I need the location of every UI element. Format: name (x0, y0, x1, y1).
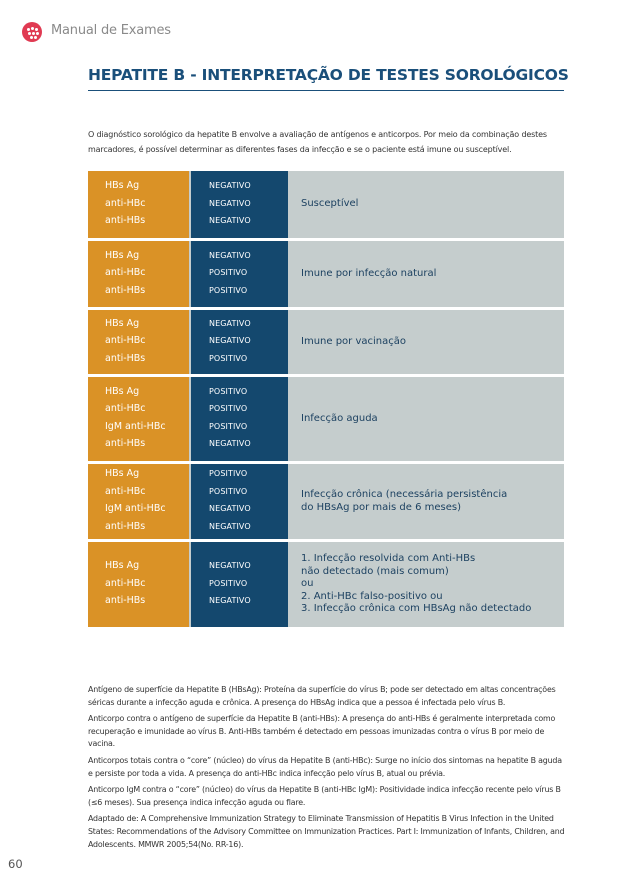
marker-label: anti-HBs (105, 352, 146, 364)
marker-label: anti-HBs (105, 520, 146, 532)
interpretation-line: não detectado (mais comum) (301, 565, 449, 577)
result-value: NEGATIVO (209, 318, 251, 328)
marker-label: anti-HBc (105, 267, 146, 278)
result-value: NEGATIVO (209, 439, 251, 449)
marker-label: HBs Ag (105, 317, 140, 329)
table-row (88, 241, 564, 307)
marker-label: anti-HBc (105, 335, 146, 346)
header-title: Manual de Exames (51, 23, 171, 38)
interpretation-text (301, 413, 378, 426)
marker-label: anti-HBs (105, 438, 146, 450)
marker-label: IgM anti-HBc (105, 420, 166, 432)
interpretation-line: 3. Infecção crônica com HBsAg não detectado (301, 603, 532, 615)
intro-paragraph: O diagnóstico sorológico da hepatite B envolve a avaliação de antígenos e anticorpos. Por meio da combinação destes marcadores, é possível determinar as diferentes fases da infecção e se o paciente está imune ou susceptível. (88, 130, 547, 154)
result-value: NEGATIVO (209, 198, 251, 208)
interpretation-line: Infecção crônica (necessária persistência (301, 489, 508, 500)
footnotes (88, 684, 566, 855)
marker-label: IgM anti-HBc (105, 503, 166, 515)
page-number: 60 (8, 857, 23, 871)
marker-label: anti-HBs (105, 595, 146, 606)
interpretation-text (301, 489, 507, 514)
result-value: NEGATIVO (209, 181, 251, 190)
result-value: POSITIVO (209, 268, 248, 277)
result-value: POSITIVO (209, 404, 248, 414)
result-value: NEGATIVO (209, 504, 251, 514)
interpretation-text (301, 198, 358, 211)
result-value: NEGATIVO (209, 521, 251, 531)
marker-label: anti-HBc (105, 197, 146, 209)
marker-label: HBs Ag (105, 385, 140, 397)
result-value: NEGATIVO (209, 216, 251, 225)
result-value: NEGATIVO (209, 250, 251, 260)
interpretation-line: Susceptível (301, 198, 359, 210)
marker-label: HBs Ag (105, 468, 140, 480)
result-value: POSITIVO (209, 285, 248, 295)
marker-label: HBs Ag (105, 180, 140, 191)
interpretation-line: Imune por vacinação (301, 335, 406, 347)
title-divider (88, 90, 564, 91)
result-value: POSITIVO (209, 486, 248, 496)
interpretation-line: ou (301, 578, 314, 590)
result-value: POSITIVO (209, 469, 248, 479)
result-value: POSITIVO (209, 386, 248, 396)
marker-label: anti-HBc (105, 577, 146, 589)
interpretation-line: 1. Infecção resolvida com Anti-HBs (301, 553, 476, 565)
table-row (88, 464, 564, 539)
result-value: POSITIVO (209, 353, 248, 363)
table-row (88, 310, 564, 374)
brand-logo-icon (22, 22, 42, 42)
interpretation-line: do HBsAg por mais de 6 meses) (301, 501, 461, 513)
marker-label: HBs Ag (105, 249, 140, 261)
marker-label: HBs Ag (105, 560, 140, 571)
footnote: Adaptado de: A Comprehensive Immunization Strategy to Eliminate Transmission of Hepatitis B Virus Infection in the United States: Recommendations of the Advisory Committee on Immunization Practices. Part I: Immunization of Infants, Children, and Adolescents. MMWR 2005;54(No. RR-16). (88, 814, 565, 849)
result-value: NEGATIVO (209, 336, 251, 345)
serology-table (88, 171, 564, 627)
marker-label: anti-HBs (105, 215, 146, 226)
interpretation-text (301, 336, 406, 349)
marker-label: anti-HBc (105, 485, 146, 497)
footnote: Anticorpo contra o antígeno de superfície da Hepatite B (anti-HBs): A presença do anti-HBs é geralmente interpretada como recuperação e imunidade ao vírus B. Anti-HBs também é detectado em pessoas imunizadas contra o vírus B por meio de vacina. (88, 714, 556, 749)
table-row (88, 377, 564, 461)
interpretation-line: Infecção aguda (301, 412, 378, 424)
table-row (88, 171, 564, 238)
footnote: Anticorpo IgM contra o “core” (núcleo) do vírus da Hepatite B (anti-HBc IgM): Positividade indica infecção recente pelo vírus B (≤6 meses). Sua presença indica infecção aguda ou flare. (88, 785, 561, 807)
interpretation-line: Imune por infecção natural (301, 267, 437, 279)
interpretation-text (301, 553, 531, 616)
marker-label: anti-HBs (105, 284, 146, 296)
footnote: Antígeno de superfície da Hepatite B (HBsAg): Proteína da superfície do vírus B; pode ser detectado em altas concentrações séricas durante a infecção aguda e crônica. A presença do HBsAg indica que a pessoa é infectada pelo vírus B. (88, 685, 556, 707)
page-title: HEPATITE B - INTERPRETAÇÃO DE TESTES SOROLÓGICOS (88, 66, 569, 84)
interpretation-text (301, 268, 436, 281)
table-row (88, 542, 564, 627)
interpretation-line: 2. Anti-HBc falso-positivo ou (301, 590, 443, 602)
result-value: POSITIVO (209, 578, 248, 588)
result-value: NEGATIVO (209, 561, 251, 570)
marker-label: anti-HBc (105, 403, 146, 415)
result-value: NEGATIVO (209, 596, 251, 605)
footnote: Anticorpos totais contra o “core” (núcleo) do vírus da Hepatite B (anti-HBc): Surge no início dos sintomas na hepatite B aguda e persiste por toda a vida. A presença do anti-HBc indica infecção pelo vírus B, atual ou prévia. (88, 755, 562, 778)
result-value: POSITIVO (209, 421, 248, 431)
